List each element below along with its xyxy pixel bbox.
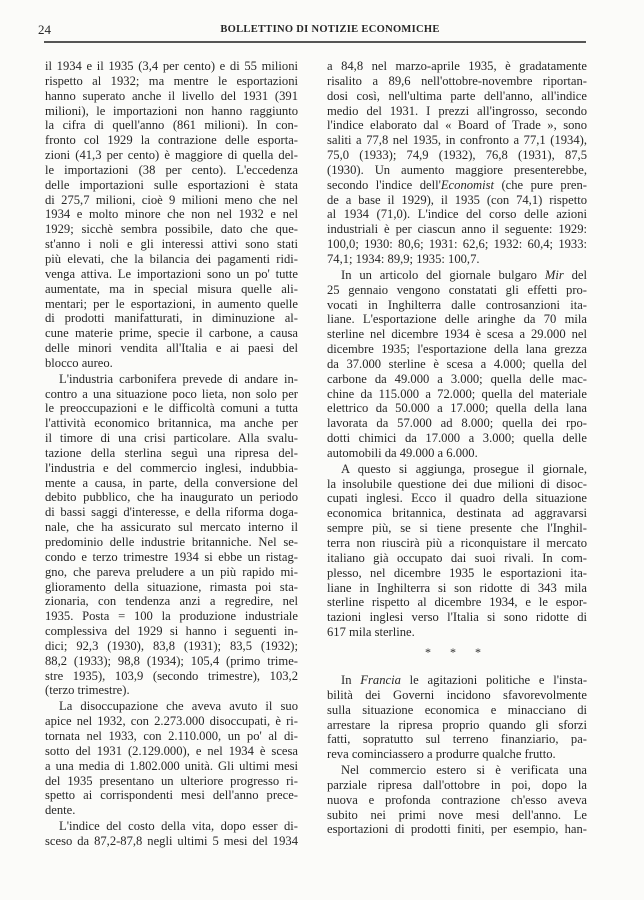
text-line: In un articolo del giornale bulgaro Mir del (341, 267, 587, 282)
text-line: plesso, nel dicembre 1935 le esportazioni ita- (327, 565, 587, 580)
text-line: liane. L'esportazione delle aringhe da 70 mila (327, 312, 587, 327)
text-line: più elevati, che la bilancia dei pagamenti ridi- (45, 251, 298, 266)
text-line: di 275,7 milioni, cioè 9 milioni meno che nel (45, 192, 298, 207)
text-line: complessiva del 1929 si hanno i seguenti in- (45, 624, 298, 639)
text-line: l'attività economico britannica, ma anche per (45, 416, 298, 431)
text-line: automobili da 49.000 a 6.000. (327, 445, 478, 460)
text-line: liane in Inghilterra si son ridotte di 343 mila (327, 580, 587, 595)
left-column (45, 59, 298, 849)
text-line: 75,0 (1933); 74,9 (1932), 76,8 (1931), 87,5 (327, 148, 587, 163)
text-line: risalito a 89,6 nell'ottobre-novembre riportan- (327, 73, 587, 88)
text-line: sotto del 1931 (2.129.000), e nel 1934 è scesa (45, 743, 298, 758)
text-line: il timore di una crisi particolare. Alla svalu- (45, 431, 298, 446)
text-line: sulla situazione economica e minacciano di (327, 702, 587, 717)
text-line: cune materie prime, specie il carbone, a causa (45, 326, 298, 341)
text-line: sterline rispetto al dicembre 1934, e le espor- (327, 595, 587, 610)
italic-term: Economist (440, 177, 495, 192)
text-line: (terzo trimestre). (45, 683, 130, 698)
text-line: fronto col 1929 la contrazione delle esporta- (45, 133, 298, 148)
text-line: industriali è per ciascun anno il seguente: 1929: (327, 222, 587, 237)
text-line: elettrico da 50.000 a 17.000; quella della lana (327, 401, 587, 416)
text-line: delle importazioni sulle esportazioni è stata (45, 177, 298, 192)
paragraph (327, 59, 587, 267)
text-line: tazioni inglesi verso l'Italia si sono ridotte di (327, 610, 587, 625)
text-line: gno, che pareva preludere a un più rapido mi- (45, 564, 298, 579)
text-line: Nel commercio estero si è verificata una (341, 763, 587, 778)
text-line: secondo l'indice dell'Economist (che pure pren- (327, 177, 587, 192)
text-line: 1929; sicchè sembra possibile, dato che que- (45, 222, 298, 237)
text-line: contro a una situazione poco lieta, non solo per (45, 386, 298, 401)
text-line: milioni), le importazioni non hanno raggiunto (45, 103, 298, 118)
text-line: carbone da 49.000 a 3.000; quella delle mac- (327, 371, 587, 386)
text-line: subito nei primi nove mesi dell'anno. Le (327, 807, 587, 822)
text-line: sceso da 87,2-87,8 negli ultimi 5 mesi del 1934 (45, 833, 298, 848)
text-line: tornata nel 1933, con 2.110.000, un po' al di- (45, 728, 298, 743)
right-column-top (327, 59, 587, 640)
paragraph (45, 819, 298, 849)
section-separator: * * * (425, 645, 489, 659)
text-line: de a base il 1929), il 1935 (con 74,1) rispetto (327, 192, 587, 207)
text-line: sempre più, se si tiene presente che l'Inghil- (327, 521, 587, 536)
text-line: di bassi saggi d'interesse, e della riforma doga- (45, 505, 298, 520)
paragraph (327, 462, 587, 640)
text-line: nuova e profonda contrazione ch'esso aveva (327, 792, 587, 807)
text-line: La disoccupazione che aveva avuto il suo (59, 699, 298, 714)
paragraph (327, 673, 587, 762)
paragraph (45, 59, 298, 371)
italic-term: Francia (360, 673, 401, 687)
text-line: sterline nel dicembre 1934 è scesa a 29.000 nel (327, 327, 587, 342)
text-line: stre 1935), 103,9 (secondo trimestre), 103,2 (45, 668, 298, 683)
paragraph (327, 763, 587, 837)
paragraph (327, 268, 587, 461)
text-line: zionaria, con tendenza anzi a regredire, nel (45, 594, 298, 609)
text-line: 1935. Posta = 100 la produzione industriale (45, 609, 298, 624)
text-line: terra non riuscirà più a riconquistare il mercato (327, 536, 587, 550)
text-line: tazione della sterlina seguì una ripresa del- (45, 445, 298, 460)
text-line: chine da 115.000 a 72.000; quella del materiale (327, 386, 587, 401)
text-line: condo e terzo trimestre 1934 si ebbe un ristag- (45, 549, 298, 564)
text-line: 617 mila sterline. (327, 625, 415, 640)
text-line: hanno superato anche il livello del 1931 (391 (45, 88, 298, 103)
text-line: nale, che ha assicurato sul mercato interno il (45, 520, 298, 535)
text-line: lavorata da 57.000 ad 8.000; quella dei rpo- (327, 416, 587, 431)
header-rule (44, 41, 586, 43)
paragraph (45, 699, 298, 818)
text-line: a una media di 1.802.000 unità. Gli ultimi mesi (45, 758, 298, 773)
text-line: cupati inglesi. Ecco il quadro della situazione (327, 491, 587, 506)
text-line: esportazioni di prodotti finiti, per esempio, han- (327, 822, 587, 837)
text-line: 100,0; 1930: 80,6; 1931: 62,6; 1932: 60,4; 1933: (327, 237, 587, 252)
text-line: italiano già occupato dai suoi rivali. In com- (327, 550, 587, 565)
text-line: fatti, sopratutto sul terreno finanziario, pa- (327, 732, 587, 747)
page-number: 24 (38, 22, 51, 37)
text-line: l'industria e del commercio inglesi, indubbia- (45, 460, 298, 475)
text-line: dicembre 1935; l'esportazione della lana grezza (327, 342, 587, 357)
text-line: L'indice del costo della vita, dopo esser di- (59, 819, 298, 834)
text-line: mente a causa, in parte, della conversione del (45, 475, 298, 490)
text-line: 74,1; 1934: 89,9; 1935: 100,7. (327, 251, 480, 266)
text-line: il 1934 e il 1935 (3,4 per cento) e di 55 milioni (45, 59, 298, 73)
text-line: a 84,8 nel marzo-aprile 1935, è gradatamente (327, 59, 587, 73)
text-line: 1934 e molto minore che non nel 1932 e nel (45, 207, 298, 222)
text-line: al 1934 (71,0). L'indice del corso delle azioni (327, 207, 587, 222)
text-line: rispetto al 1932; ma mentre le esportazioni (45, 73, 298, 88)
text-line: delle minori vendita all'Italia e ai paesi del (45, 341, 298, 356)
text-line: le importazioni (38 per cento). L'eccedenza (45, 162, 298, 177)
text-line: L'industria carbonifera prevede di andare in- (59, 371, 298, 386)
text-line: l'indice elaborato dal « Board of Trade », sono (327, 118, 587, 133)
text-line: apice nel 1932, con 2.273.000 disoccupati, è ri- (45, 714, 298, 729)
text-line: saliti a 77,8 nel 1935, in confronto a 77,1 (1934), (327, 133, 587, 148)
text-line: dente. (45, 803, 76, 818)
text-line: blocco aureo. (45, 355, 113, 370)
text-line: parziale ripresa dall'ottobre in poi, dopo la (327, 777, 587, 792)
text-line: del 1935 presentano un ulteriore progresso ri- (45, 773, 298, 788)
text-line: 88,2 (1933); 98,8 (1934); 105,4 (primo trime- (45, 653, 298, 668)
text-line: medio del 1931. I prezzi all'ingrosso, secondo (327, 103, 587, 118)
text-line: zioni (41,3 per cento) è maggiore di quella del- (45, 148, 298, 163)
text-line: spetto ai corrispondenti mesi dell'anno prece- (45, 788, 298, 803)
text-line: A questo si aggiunga, prosegue il giornale, (341, 461, 587, 476)
text-line: (1930). Un aumento maggiore presenterebbe, (327, 162, 587, 177)
text-line: la cifra di quell'anno (861 milioni). In con- (45, 118, 298, 133)
text-line: 25 gennaio vengono constatati gli effetti pro- (327, 282, 587, 297)
text-line: vocati in Inghilterra dalle controsanzioni ita- (327, 297, 587, 312)
text-line: dici; 92,3 (1930), 83,8 (1931); 83,5 (1932); (45, 638, 298, 653)
text-line: dosi così, nell'ultima parte dell'anno, all'indice (327, 88, 587, 103)
text-line: da 37.000 sterline è scesa a 4.000; quella del (327, 356, 587, 371)
text-line: economica britannica, destinata ad aggravarsi (327, 506, 587, 521)
italic-term: Mir (544, 267, 564, 282)
text-line: arrestare la ripresa proprio quando gli sforzi (327, 717, 587, 732)
text-line: aumentate, ma in special misura quelle ali- (45, 281, 298, 296)
right-column-bottom (327, 673, 587, 837)
text-line: bilità dei Governi incidono sfavorevolmente (327, 687, 587, 702)
text-line: dotti chimici da 17.000 a 3.000; quella delle (327, 431, 587, 446)
text-line: predominio delle industrie britanniche. Nel se- (45, 535, 298, 549)
running-header-title: BOLLETTINO DI NOTIZIE ECONOMICHE (220, 24, 440, 35)
paragraph (45, 372, 298, 699)
text-line: st'anno i noli e gli interessi attivi sono stati (45, 237, 298, 252)
text-line: le preoccupazioni e le difficoltà comuni a tutta (45, 401, 298, 416)
text-line: glioramento della situazione, rimasta poi sta- (45, 579, 298, 594)
text-line: la insolubile questione dei due milioni di disoc- (327, 476, 587, 491)
text-line: venga attiva. Le importazioni sono un po' tutte (45, 266, 298, 281)
text-line: reva cominciassero a produrre qualche frutto. (327, 747, 556, 762)
text-line: debito pubblico, che ha inaugurato un periodo (45, 490, 298, 505)
text-line: di prodotti manifatturati, in diminuzione al- (45, 311, 298, 326)
text-line: In Francia le agitazioni politiche e l'insta- (341, 673, 588, 687)
text-line: mentari; per le esportazioni, in aumento quelle (45, 296, 298, 311)
